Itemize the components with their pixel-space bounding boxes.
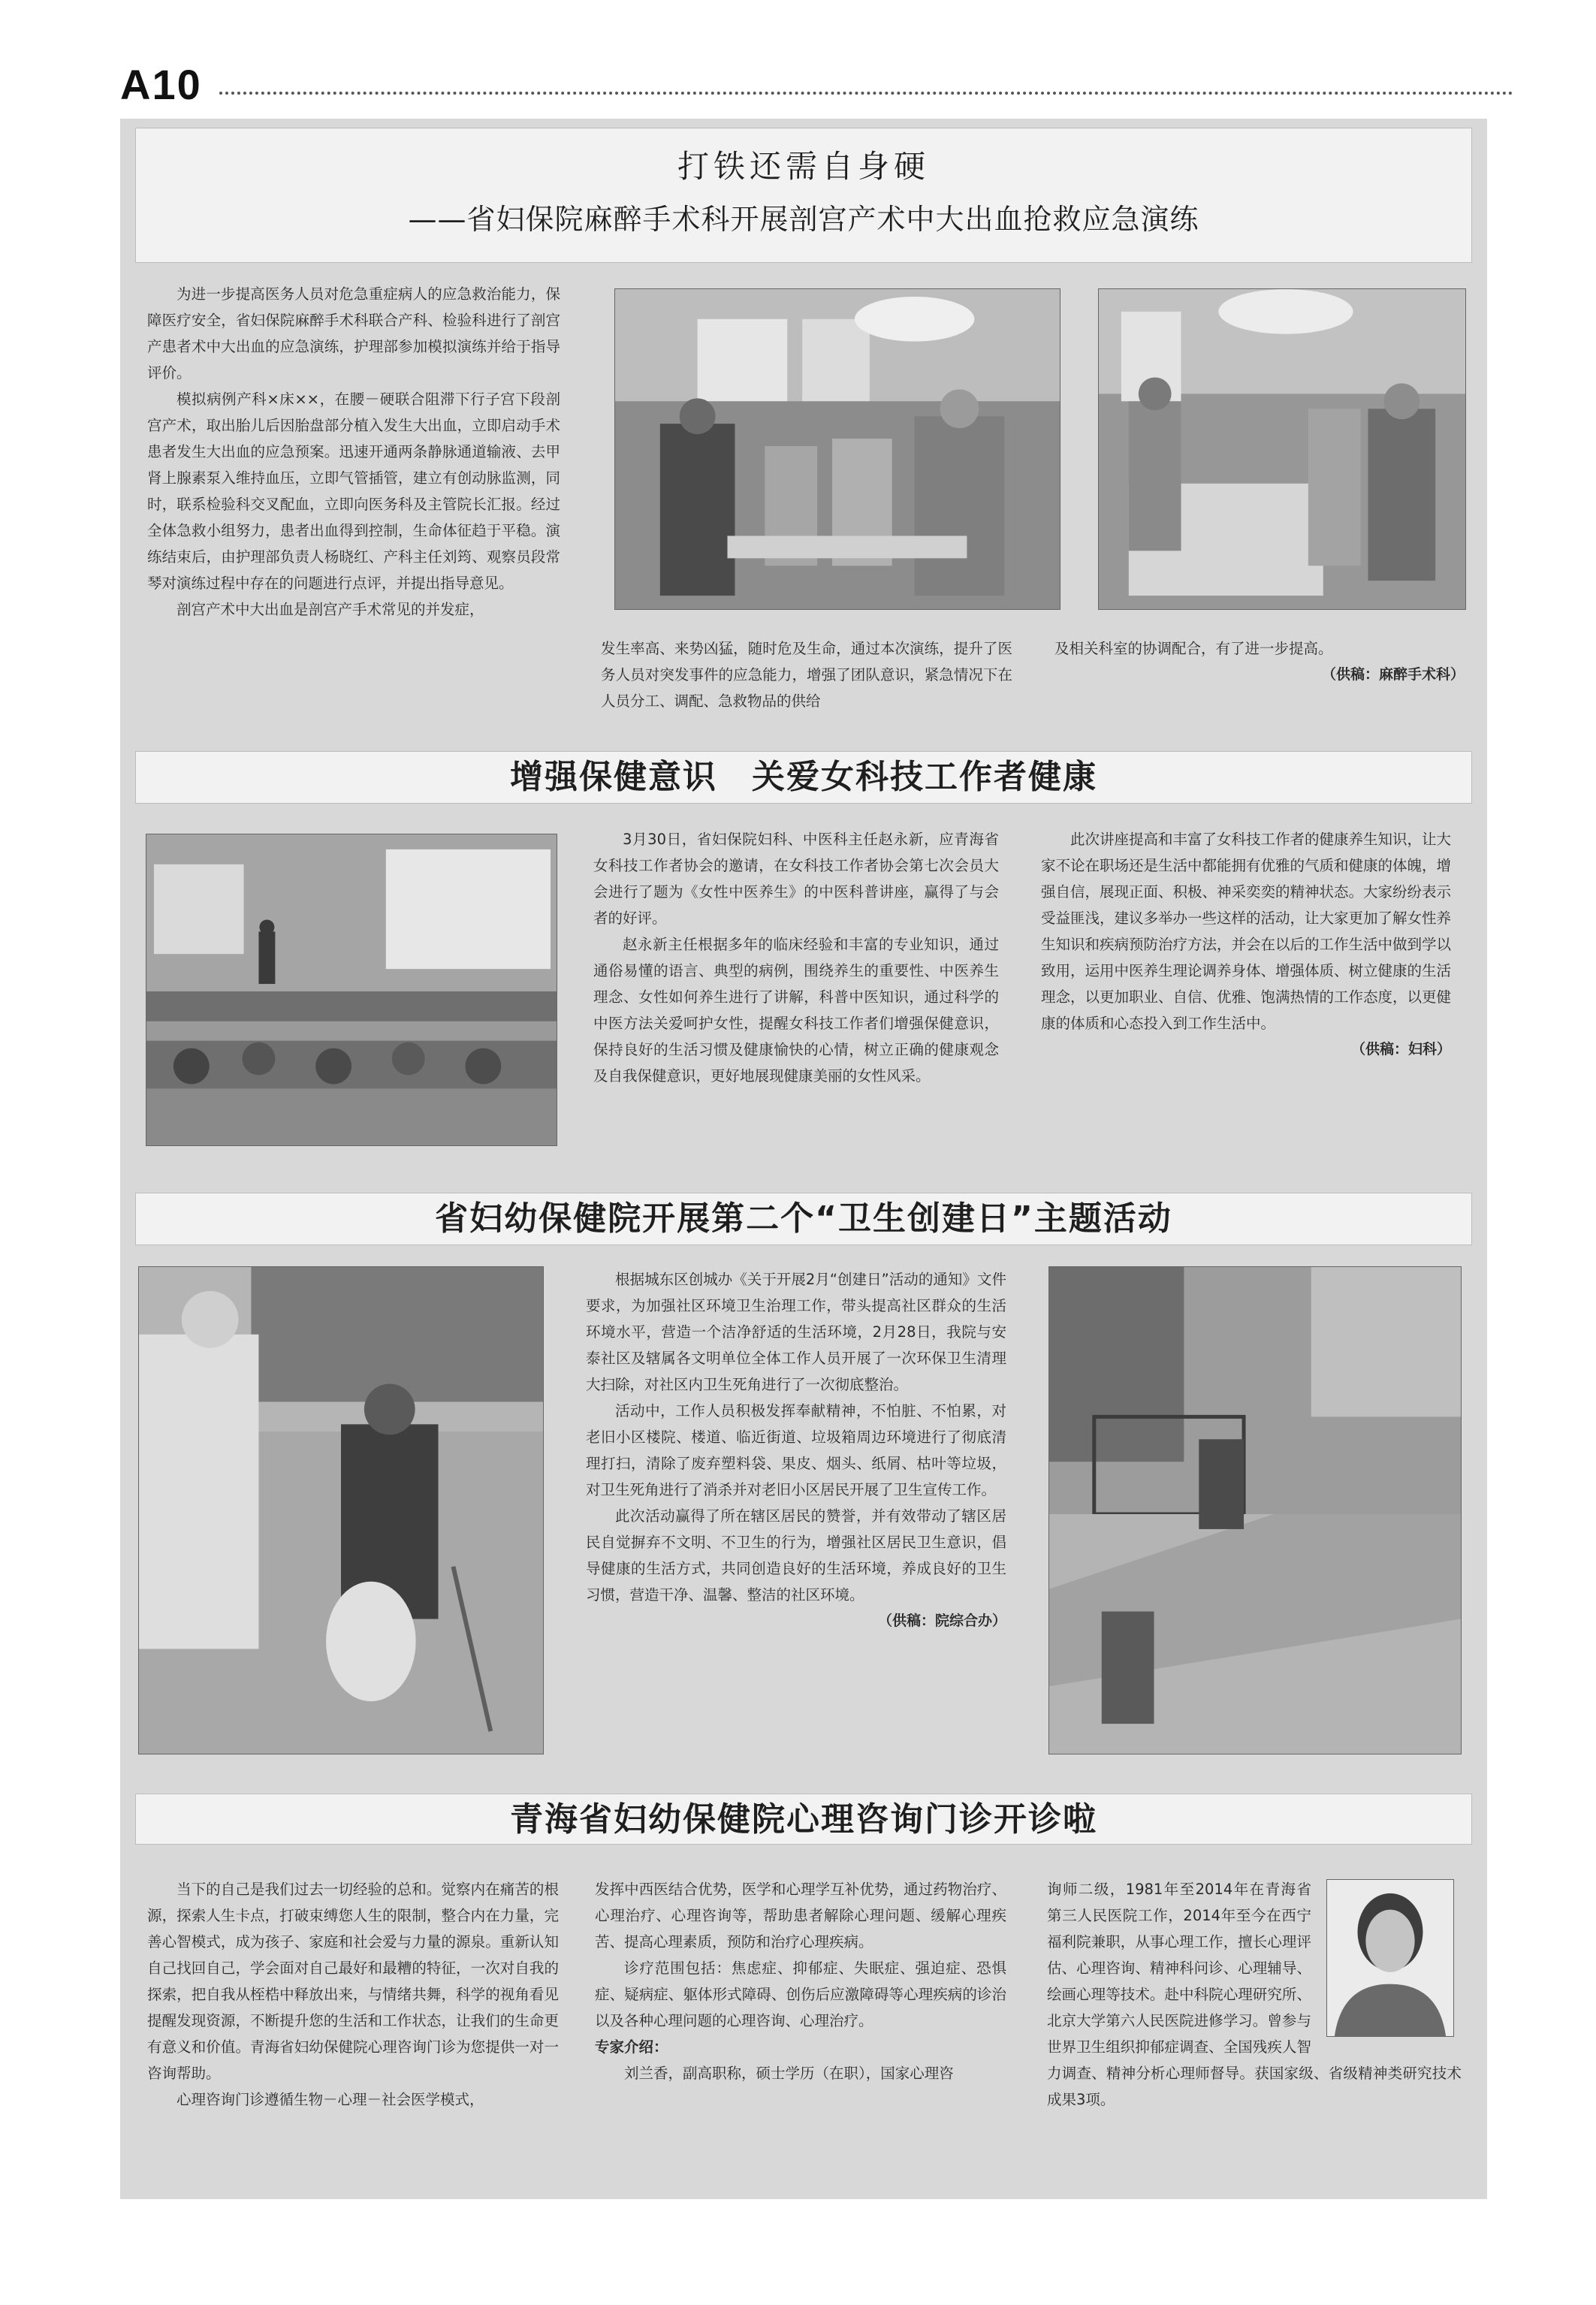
article2-paragraph: 3月30日，省妇保院妇科、中医科主任赵永新，应青海省女科技工作者协会的邀请，在女科技工作者协会第七次会员大会进行了题为《女性中医养生》的中医科普讲座，赢得了与会者的好评。 xyxy=(593,831,999,927)
article2-credit: （供稿：妇科） xyxy=(1350,1041,1451,1057)
article4-paragraph: 刘兰香，副高职称，硕士学历（在职），国家心理咨 xyxy=(624,2065,954,2082)
article2-title-bar xyxy=(135,751,1472,804)
article4-title-bar xyxy=(135,1794,1472,1845)
article1-paragraph: 为进一步提高医务人员对危急重症病人的应急救治能力，保障医疗安全，省妇保院麻醉手术科联合产科、检验科进行了剖宫产患者术中大出血的应急演练，护理部参加模拟演练并给于指导评价。 xyxy=(147,285,560,382)
article4-paragraph: 诊疗范围包括：焦虑症、抑郁症、失眠症、强迫症、恐惧症、疑病症、躯体形式障碍、创伤后应激障碍等心理疾病的诊治以及各种心理问题的心理咨询、心理治疗。 xyxy=(595,1960,1006,2029)
article4-title: 青海省妇幼保健院心理咨询门诊开诊啦 xyxy=(510,1800,1097,1839)
header-dotted-rule xyxy=(219,92,1513,95)
article1-paragraph: 剖宫产术中大出血是剖宫产手术常见的并发症， xyxy=(176,601,484,618)
article4-column-3 xyxy=(1047,1876,1462,2113)
article3-photo-sweeping-2 xyxy=(1048,1266,1462,1754)
article4-paragraph: 发挥中西医结合优势，医学和心理学互补优势，通过药物治疗、心理治疗、心理咨询等，帮助患者解除心理问题、缓解心理疾苦、提高心理素质，预防和治疗心理疾病。 xyxy=(595,1881,1006,1951)
article1-title: 打铁还需自身硬 xyxy=(677,148,930,185)
article1-credit: （供稿：麻醉手术科） xyxy=(1321,666,1465,683)
article1-photo-operating-room-1 xyxy=(614,288,1060,610)
article1-paragraph: 发生率高、来势凶猛，随时危及生命，通过本次演练，提升了医务人员对突发事件的应急能力，增强了团队意识，紧急情况下在人员分工、调配、急救物品的供给 xyxy=(601,640,1012,710)
article3-photo-sweeping-1 xyxy=(138,1266,544,1754)
article1-column-2 xyxy=(601,635,1012,714)
article2-title: 增强保健意识 关爱女科技工作者健康 xyxy=(510,758,1097,796)
page-number: A10 xyxy=(120,61,202,108)
article1-subtitle: ——省妇保院麻醉手术科开展剖宫产术中大出血抢救应急演练 xyxy=(408,203,1199,236)
article3-credit: （供稿：院综合办） xyxy=(877,1613,1006,1629)
article1-column-1 xyxy=(147,281,560,623)
article2-paragraph: 赵永新主任根据多年的临床经验和丰富的专业知识，通过通俗易懂的语言、典型的病例，围绕养生的重要性、中医养生理念、女性如何养生进行了讲解，科普中医知识，通过科学的中医方法关爱呵护女性，提醒女科技工作者们增强保健意识，保持良好的生活习惯及健康愉快的心情，树立正确的健康观念及自我保健意识，更好地展现健康美丽的女性风采。 xyxy=(593,936,999,1085)
article1-paragraph: 模拟病例产科×床××，在腰－硬联合阻滞下行子宫下段剖宫产术，取出胎儿后因胎盘部分植入发生大出血，立即启动手术患者发生大出血的应急预案。迅速开通两条静脉通道输液、去甲肾上腺素泵入维持血压，立即气管插管，建立有创动脉监测，同时，联系检验科交叉配血，立即向医务科及主管院长汇报。经过全体急救小组努力，患者出血得到控制，生命体征趋于平稳。演练结束后，由护理部负责人杨晓红、产科主任刘筠、观察员段常琴对演练过程中存在的问题进行点评，并提出指导意见。 xyxy=(147,391,560,592)
article3-paragraph: 根据城东区创城办《关于开展2月“创建日”活动的通知》文件要求，为加强社区环境卫生治理工作，带头提高社区群众的生活环境水平，营造一个洁净舒适的生活环境，2月28日，我院与安泰社区及辖属各文明单位全体工作人员开展了一次环保卫生清理大扫除，对社区内卫生死角进行了一次彻底整治。 xyxy=(586,1271,1006,1393)
article2-column-3 xyxy=(1041,826,1451,1063)
article4-paragraph: 当下的自己是我们过去一切经验的总和。觉察内在痛苦的根源，探索人生卡点，打破束缚您人生的限制，整合内在力量，完善心智模式，成为孩子、家庭和社会爱与力量的源泉。重新认知自己找回自己，学会面对自己最好和最糟的特征，一次对自我的探索，把自我从桎梏中释放出来，与情绪共舞，科学的视角看见提醒发现资源，不断提升您的生活和工作状态，让我们的生命更有意义和价值。青海省妇幼保健院心理咨询门诊为您提供一对一咨询帮助。 xyxy=(147,1881,559,2082)
article3-title-bar xyxy=(135,1193,1472,1245)
article1-photo-operating-room-2 xyxy=(1098,288,1466,610)
article4-column-2 xyxy=(595,1876,1006,2086)
article2-column-2 xyxy=(593,826,999,1089)
article4-column-1 xyxy=(147,1876,559,2113)
article2-photo-lecture xyxy=(146,834,557,1146)
article1-column-3 xyxy=(1054,635,1465,688)
article4-paragraph: 询师二级，1981年至2014年在青海省第三人民医院工作，2014年至今在西宁福利院兼职，从事心理工作，擅长心理评估、心理咨询、精神科问诊、心理辅导、绘画心理等技术。赴中科院心理研究所、北京大学第六人民医院进修学习。曾参与世界卫生组织抑郁症调查、全国残疾人智力调查、精神分析心理师督导。获国家级、省级精神类研究技术成果3项。 xyxy=(1047,1881,1462,2108)
article3-paragraph: 活动中，工作人员积极发挥奉献精神，不怕脏、不怕累，对老旧小区楼院、楼道、临近街道、垃圾箱周边环境进行了彻底清理打扫，清除了废弃塑料袋、果皮、烟头、纸屑、枯叶等垃圾，对卫生死角进行了消杀并对老旧小区居民开展了卫生宣传工作。 xyxy=(586,1402,1006,1498)
article3-title: 省妇幼保健院开展第二个“卫生创建日”主题活动 xyxy=(435,1199,1172,1238)
article3-column-text xyxy=(586,1266,1006,1634)
article1-title-bar xyxy=(135,128,1472,263)
article4-paragraph: 心理咨询门诊遵循生物－心理－社会医学模式， xyxy=(176,2091,484,2108)
article2-paragraph: 此次讲座提高和丰富了女科技工作者的健康养生知识，让大家不论在职场还是生活中都能拥有优雅的气质和健康的体魄，增强自信，展现正面、积极、神采奕奕的精神状态。大家纷纷表示受益匪浅，建议多举办一些这样的活动，让大家更加了解女性养生知识和疾病预防治疗方法，并会在以后的工作生活中做到学以致用，运用中医养生理论调养身体、增强体质、树立健康的生活理念，以更加职业、自信、优雅、饱满热情的工作态度，以更健康的体质和心态投入到工作生活中。 xyxy=(1041,831,1452,1032)
article4-expert-label: 专家介绍： xyxy=(595,2038,668,2056)
article3-paragraph: 此次活动赢得了所在辖区居民的赞誉，并有效带动了辖区居民自觉摒弃不文明、不卫生的行为，增强社区居民卫生意识，倡导健康的生活方式，共同创造良好的生活环境，养成良好的卫生习惯，营造干净、温馨、整洁的社区环境。 xyxy=(586,1507,1006,1604)
article1-paragraph: 及相关科室的协调配合，有了进一步提高。 xyxy=(1054,640,1333,657)
